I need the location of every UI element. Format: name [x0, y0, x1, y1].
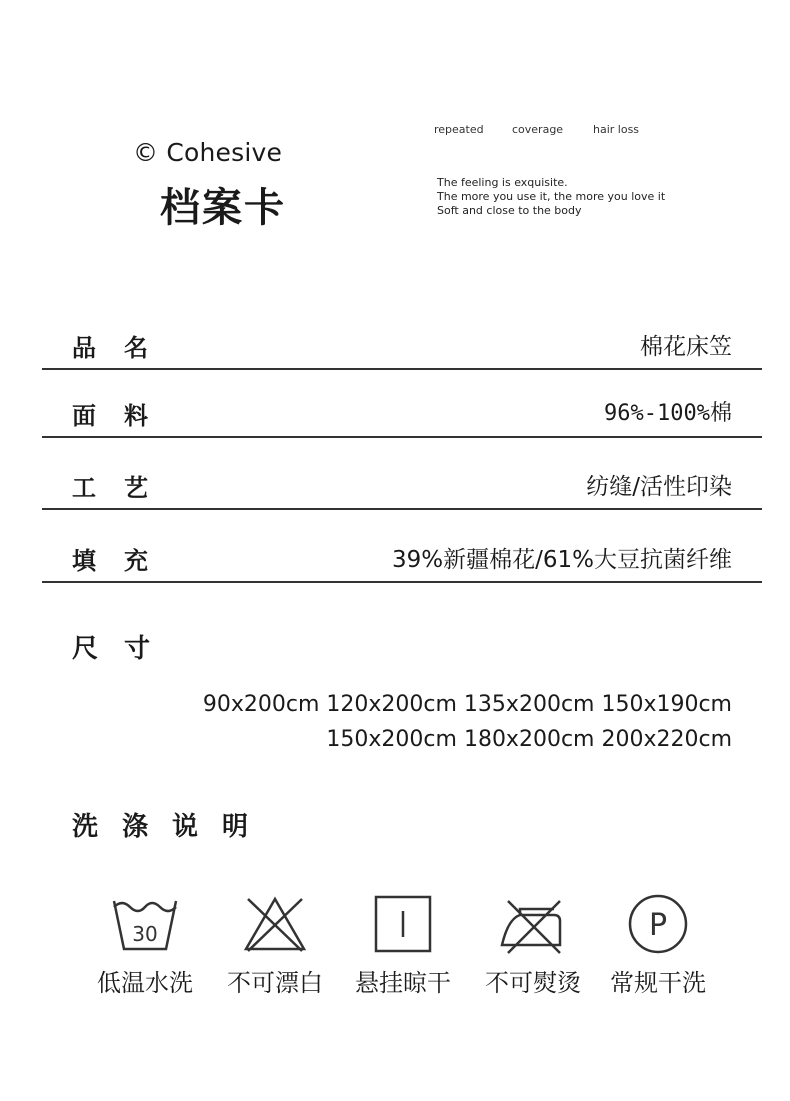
row-fabric	[42, 378, 762, 438]
row-value: 96%-100%棉	[604, 401, 732, 426]
washing-label: 洗涤说明	[72, 812, 273, 842]
care-caption: 低温水洗	[97, 969, 193, 997]
tagline-line: Soft and close to the body	[437, 204, 582, 217]
row-label: 填充	[72, 547, 176, 575]
row-product-name	[42, 310, 762, 370]
row-label: 工艺	[72, 474, 176, 502]
brand-name: © Cohesive	[133, 138, 283, 167]
divider	[42, 436, 762, 438]
tag-coverage: coverage	[512, 123, 564, 136]
care-caption: 悬挂晾干	[355, 969, 451, 997]
row-filling	[42, 523, 762, 583]
row-value: 纺缝/活性印染	[586, 474, 732, 500]
no-iron-icon	[498, 893, 568, 955]
dry-clean-p-icon	[623, 893, 693, 955]
care-item-bleach	[217, 893, 333, 998]
divider	[42, 368, 762, 370]
row-value: 棉花床笠	[640, 334, 732, 360]
size-label: 尺寸	[72, 634, 177, 664]
care-caption: 常规干洗	[610, 969, 706, 997]
wash-30-icon	[110, 893, 180, 955]
no-bleach-icon	[240, 893, 310, 955]
care-item-wash	[87, 893, 203, 998]
row-value: 39%新疆棉花/61%大豆抗菌纤维	[392, 547, 732, 573]
care-item-dry	[345, 893, 461, 998]
row-label: 面料	[72, 402, 176, 430]
tagline	[437, 176, 665, 218]
size-list-line: 150x200cm 180x200cm 200x220cm	[326, 727, 732, 752]
dry-clean-letter: P	[648, 908, 668, 943]
card-title: 档案卡	[160, 185, 286, 231]
hang-dry-icon	[368, 893, 438, 955]
tagline-line: The more you use it, the more you love it	[437, 190, 666, 203]
divider	[42, 581, 762, 583]
divider	[42, 508, 762, 510]
care-caption: 不可漂白	[227, 969, 323, 997]
row-label: 品名	[72, 334, 176, 362]
row-craft	[42, 450, 762, 510]
tag-hair-loss: hair loss	[593, 123, 640, 136]
care-item-dry-clean	[600, 893, 716, 998]
care-item-iron	[475, 893, 591, 998]
size-list-line: 90x200cm 120x200cm 135x200cm 150x190cm	[202, 692, 732, 717]
wash-temp: 30	[132, 922, 158, 946]
tag-repeated: repeated	[434, 123, 484, 136]
care-caption: 不可熨烫	[485, 969, 581, 997]
tagline-line: The feeling is exquisite.	[437, 176, 568, 189]
